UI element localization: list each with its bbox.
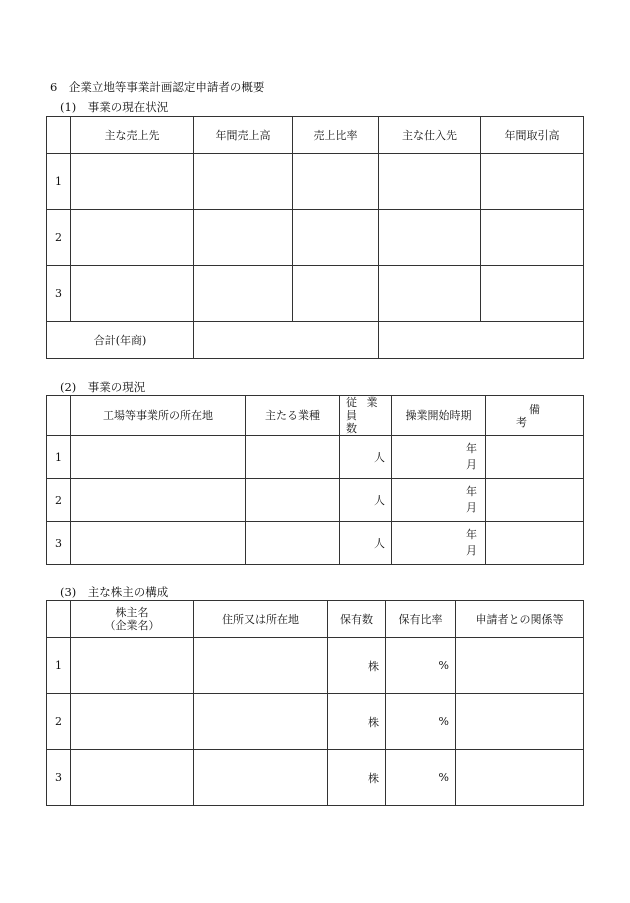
table-header-row <box>47 117 584 154</box>
header-shareholder-line1: 株主名 <box>115 606 149 619</box>
header-cell-number <box>47 117 71 154</box>
percent-unit: % <box>438 715 449 728</box>
table-header-row <box>47 396 584 436</box>
shares-held-cell[interactable] <box>328 750 386 806</box>
header-main-supplier: 主な仕入先 <box>379 117 481 154</box>
header-office-location: 工場等事業所の所在地 <box>71 396 246 436</box>
month-label: 月 <box>466 458 477 471</box>
remarks-cell[interactable] <box>486 479 584 522</box>
holding-ratio-cell[interactable] <box>386 694 456 750</box>
annual-sales-cell[interactable] <box>194 266 293 322</box>
remarks-cell[interactable] <box>486 436 584 479</box>
header-main-business: 主たる業種 <box>246 396 340 436</box>
year-label: 年 <box>466 485 477 498</box>
table-row <box>47 266 584 322</box>
share-unit: 株 <box>368 771 379 785</box>
operation-start-cell[interactable] <box>392 436 486 479</box>
row-number: 2 <box>47 694 71 750</box>
header-address: 住所又は所在地 <box>194 601 328 638</box>
share-unit: 株 <box>368 659 379 673</box>
table-row <box>47 638 584 694</box>
shares-held-cell[interactable] <box>328 638 386 694</box>
row-number: 2 <box>47 210 71 266</box>
main-customer-cell[interactable] <box>71 210 194 266</box>
month-label: 月 <box>466 501 477 514</box>
annual-transactions-cell[interactable] <box>481 154 584 210</box>
sales-ratio-cell[interactable] <box>293 210 379 266</box>
page-title: 6 企業立地等事業計画認定申請者の概要 <box>50 80 265 94</box>
annual-sales-cell[interactable] <box>194 154 293 210</box>
address-cell[interactable] <box>194 750 328 806</box>
header-holding-ratio: 保有比率 <box>386 601 456 638</box>
table-row <box>47 436 584 479</box>
row-number: 1 <box>47 154 71 210</box>
row-number: 1 <box>47 436 71 479</box>
header-relation: 申請者との関係等 <box>456 601 584 638</box>
header-employees <box>340 396 392 436</box>
main-supplier-cell[interactable] <box>379 210 481 266</box>
person-unit: 人 <box>374 537 385 550</box>
section-heading-2: (2) 事業の現況 <box>60 380 146 394</box>
shareholder-name-cell[interactable] <box>71 694 194 750</box>
holding-ratio-cell[interactable] <box>386 750 456 806</box>
percent-unit: % <box>438 771 449 784</box>
header-operation-start: 操業開始時期 <box>392 396 486 436</box>
remarks-cell[interactable] <box>486 522 584 565</box>
relation-cell[interactable] <box>456 638 584 694</box>
main-business-cell[interactable] <box>246 522 340 565</box>
annual-transactions-cell[interactable] <box>481 266 584 322</box>
office-location-cell[interactable] <box>71 479 246 522</box>
total-label: 合計(年商) <box>47 322 194 359</box>
year-label: 年 <box>466 442 477 455</box>
header-main-customer: 主な売上先 <box>71 117 194 154</box>
total-row <box>47 322 584 359</box>
table-row <box>47 750 584 806</box>
shareholder-name-cell[interactable] <box>71 638 194 694</box>
row-number: 3 <box>47 750 71 806</box>
section-heading-3: (3) 主な株主の構成 <box>60 585 169 599</box>
main-supplier-cell[interactable] <box>379 266 481 322</box>
address-cell[interactable] <box>194 694 328 750</box>
annual-sales-cell[interactable] <box>194 210 293 266</box>
header-employees-line2: 数 <box>346 422 357 435</box>
business-status-table <box>46 116 584 359</box>
employees-cell[interactable] <box>340 436 392 479</box>
employees-cell[interactable] <box>340 479 392 522</box>
header-shareholder-line2: （企業名） <box>104 619 160 632</box>
sales-ratio-cell[interactable] <box>293 154 379 210</box>
current-business-table <box>46 395 584 565</box>
table-row <box>47 154 584 210</box>
header-shareholder-name <box>71 601 194 638</box>
table-header-row <box>47 601 584 638</box>
header-remarks: 備考 <box>486 396 584 436</box>
relation-cell[interactable] <box>456 750 584 806</box>
share-unit: 株 <box>368 715 379 729</box>
main-business-cell[interactable] <box>246 436 340 479</box>
main-supplier-cell[interactable] <box>379 154 481 210</box>
row-number: 3 <box>47 266 71 322</box>
operation-start-cell[interactable] <box>392 522 486 565</box>
header-cell-number <box>47 396 71 436</box>
table-row <box>47 522 584 565</box>
header-annual-transactions: 年間取引高 <box>481 117 584 154</box>
person-unit: 人 <box>374 451 385 464</box>
office-location-cell[interactable] <box>71 522 246 565</box>
header-cell-number <box>47 601 71 638</box>
row-number: 3 <box>47 522 71 565</box>
main-customer-cell[interactable] <box>71 266 194 322</box>
office-location-cell[interactable] <box>71 436 246 479</box>
table-row <box>47 479 584 522</box>
header-annual-sales: 年間売上高 <box>194 117 293 154</box>
percent-unit: % <box>438 659 449 672</box>
main-customer-cell[interactable] <box>71 154 194 210</box>
header-employees-line1: 従 業 員 <box>346 396 381 422</box>
holding-ratio-cell[interactable] <box>386 638 456 694</box>
shareholder-name-cell[interactable] <box>71 750 194 806</box>
table-row <box>47 694 584 750</box>
header-shares-held: 保有数 <box>328 601 386 638</box>
row-number: 1 <box>47 638 71 694</box>
total-transactions-cell[interactable] <box>379 322 584 359</box>
year-label: 年 <box>466 528 477 541</box>
person-unit: 人 <box>374 494 385 507</box>
month-label: 月 <box>466 544 477 557</box>
relation-cell[interactable] <box>456 694 584 750</box>
shareholders-table <box>46 600 584 806</box>
header-sales-ratio: 売上比率 <box>293 117 379 154</box>
total-sales-cell[interactable] <box>194 322 379 359</box>
table-row <box>47 210 584 266</box>
employees-cell[interactable] <box>340 522 392 565</box>
shares-held-cell[interactable] <box>328 694 386 750</box>
main-business-cell[interactable] <box>246 479 340 522</box>
row-number: 2 <box>47 479 71 522</box>
address-cell[interactable] <box>194 638 328 694</box>
section-heading-1: (1) 事業の現在状況 <box>60 100 169 114</box>
operation-start-cell[interactable] <box>392 479 486 522</box>
annual-transactions-cell[interactable] <box>481 210 584 266</box>
sales-ratio-cell[interactable] <box>293 266 379 322</box>
